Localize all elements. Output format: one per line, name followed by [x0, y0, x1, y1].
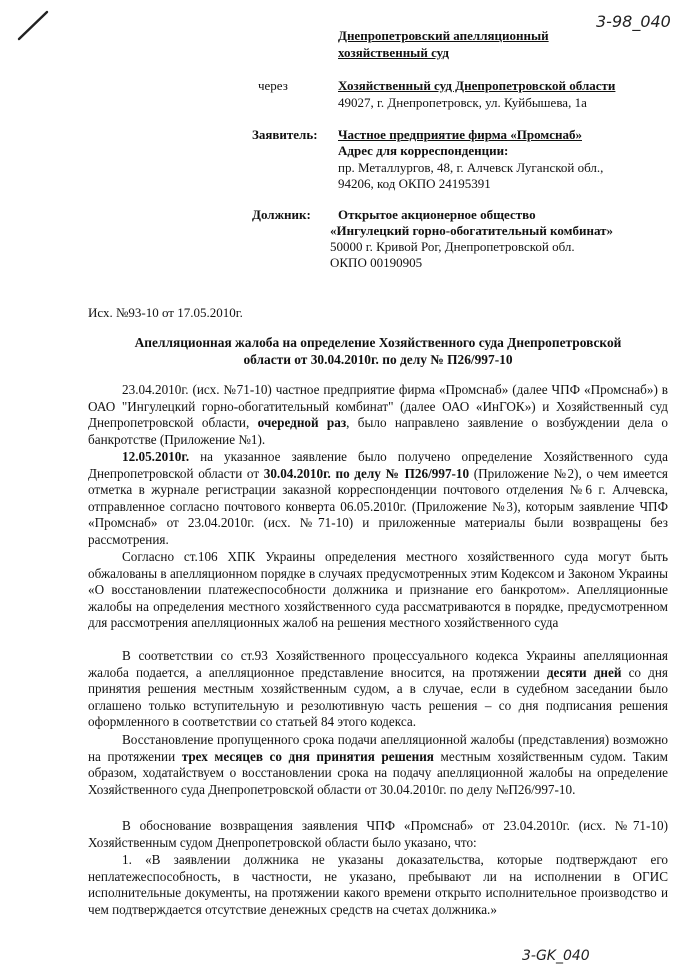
applicant-address-line1: пр. Металлургов, 48, г. Алчевск Луганской обл.,: [338, 160, 604, 175]
title-line1: Апелляционная жалоба на определение Хозяйственного суда Днепропетровской: [134, 335, 622, 350]
p3-text: Согласно ст.106 ХПК Украины определения местного хозяйственного суда могут быть обжалованы в апелляционном порядке в случаях предусмотренных этим Кодексом и Законом Украины «О восстановлении платежеспособности должника и признание его банкротом». Апелляционные жалобы на определения местного хозяйственного суда рассматриваются в порядке, предусмотренном для рассмотрения апелляционных жалоб на решения местного хозяйственного суда: [88, 549, 668, 631]
outgoing-reference: Исх. №93-10 от 17.05.2010г.: [88, 305, 243, 320]
paragraph-3: [88, 549, 668, 632]
paragraph-1: [88, 382, 668, 448]
debtor-line4: ОКПО 00190905: [330, 255, 423, 270]
document-title: [88, 334, 668, 368]
debtor-label: Должник:: [252, 207, 311, 222]
applicant-name: Частное предприятие фирма «Промснаб»: [338, 127, 582, 142]
handwritten-footer-number: 3-GK_040: [522, 948, 590, 964]
p2-bold-case: 30.04.2010г. по делу № П26/997-10: [263, 465, 470, 481]
via-court: Хозяйственный суд Днепропетровской области: [338, 78, 616, 93]
p2-text-b: (Приложение №2), о чем имеется отметка в журнале регистрации заказной корреспонденции почтового отделения №6 г. Алчевска, отправленное согласно почтового конверта 06.05.2010г. (Приложение №3), которым заявление ЧПФ «Промснаб» от 23.04.2010г. (исх. №71-10) и приложенные материалы были возвращены без рассмотрения.: [88, 465, 668, 547]
paragraph-5: [88, 732, 668, 798]
p5-bold: трех месяцев со дня принятия решения: [181, 748, 434, 764]
debtor-line1: Открытое акционерное общество: [338, 207, 536, 222]
applicant-address-title: Адрес для корреспонденции:: [338, 143, 509, 158]
p6-text: В обоснование возвращения заявления ЧПФ «Промснаб» от 23.04.2010г. (исх. №71-10) Хозяйственным судом Днепропетровской области было указано, что:: [88, 818, 668, 850]
pen-stroke-mark: [16, 8, 50, 42]
title-line2: области от 30.04.2010г. по делу № П26/997-10: [243, 352, 513, 367]
paragraph-6: [88, 818, 668, 851]
p2-text-a: на указанное заявление было получено определение Хозяйственного суда Днепропетровской области от: [88, 449, 668, 481]
paragraph-2: [88, 449, 668, 549]
p1-text-b: , было направлено заявление о возбуждении дела о банкротстве (Приложение №1).: [88, 415, 669, 447]
paragraph-4: [88, 648, 668, 731]
p4-text-a: В соответствии со ст.93 Хозяйственного процессуального кодекса Украины апелляционная жалоба подается, а апелляционное представление вносится, на протяжении: [88, 648, 668, 680]
p1-text-a: 23.04.2010г. (исх. №71-10) частное предприятие фирма «Промснаб» (далее ЧПФ «Промснаб») в ОАО "Ингулецкий горно-обогатительный комбинат" (далее ОАО «ИнГОК») и Хозяйственный суд Днепропетровской области,: [88, 382, 668, 431]
p5-text-b: местным хозяйственным судом. Таким образом, ходатайствуем о восстановлении срока на подачу апелляционной жалобы на определение Хозяйственного суда Днепропетровской области от 30.04.2010г. по делу №П26/997-10.: [88, 748, 669, 797]
via-address: 49027, г. Днепропетровск, ул. Куйбышева, 1а: [338, 95, 587, 110]
applicant-label: Заявитель:: [252, 127, 318, 142]
debtor-line2: «Ингулецкий горно-обогатительный комбинат»: [330, 223, 614, 238]
p4-bold: десяти дней: [546, 664, 622, 680]
p4-text-b: со дня принятия решения местным хозяйственным судом, а в случае, если в судебном заседании было оглашено только вступительную и резолютивную часть решения – со дня подписания решения оформленного в соответствии со статьей 84 этого кодекса.: [88, 664, 668, 730]
debtor-line3: 50000 г. Кривой Рог, Днепропетровской обл.: [330, 239, 575, 254]
via-label: через: [258, 78, 288, 93]
p7-text: 1. «В заявлении должника не указаны доказательства, которые подтверждают его неплатежеспособность, в частности, не указано, пребывают ли на исполнении в ОГИС исполнительные документы, на протяжении какого времени открыто исполнительное производство и чем подтверждается отсутствие денежных средств на счетах должника.»: [88, 852, 668, 917]
handwritten-doc-number: 3-98_040: [596, 12, 671, 31]
addressee-line2: хозяйственный суд: [338, 45, 449, 60]
p2-bold-date: 12.05.2010г.: [122, 449, 190, 464]
paragraph-7: [88, 852, 668, 918]
applicant-address-line2: 94206, код ОКПО 24195391: [338, 176, 491, 191]
p5-text-a: Восстановление пропущенного срока подачи апелляционной жалобы (представления) возможно на протяжении: [88, 732, 668, 764]
p1-bold: очередной раз: [257, 415, 347, 431]
addressee-line1: Днепропетровский апелляционный: [338, 28, 549, 43]
